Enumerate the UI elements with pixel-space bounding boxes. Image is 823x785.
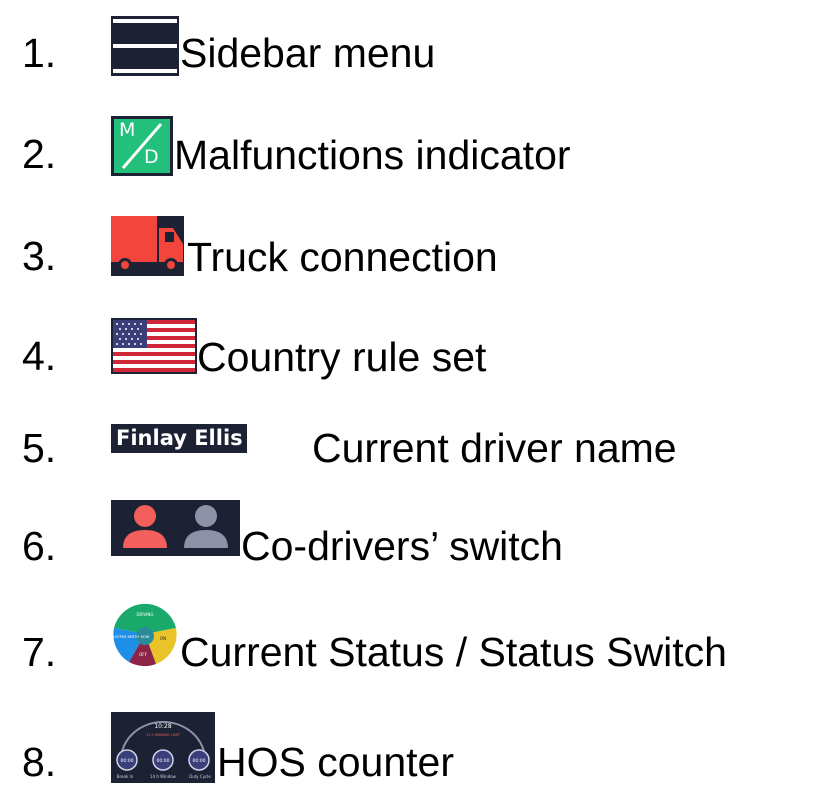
legend-item-malfunctions	[0, 110, 823, 190]
item-number: 4.	[22, 333, 57, 379]
legend-item-co-drivers	[0, 494, 823, 574]
truck-icon	[111, 216, 184, 276]
hos-counter-value: 00:00	[156, 759, 170, 764]
hamburger-menu-icon	[111, 16, 179, 76]
item-label: Co-drivers’ switch	[241, 523, 563, 569]
status-wheel-icon	[111, 600, 179, 668]
item-label: Sidebar menu	[180, 30, 436, 76]
hos-counter-icon	[111, 712, 215, 783]
item-label: Malfunctions indicator	[174, 132, 571, 178]
item-label: HOS counter	[217, 739, 454, 785]
legend-item-truck-connection	[0, 212, 823, 292]
status-row-label: ROW	[140, 635, 150, 639]
item-number: 7.	[22, 629, 57, 675]
item-number: 2.	[22, 131, 57, 177]
malfunction-letter-d: D	[144, 146, 159, 168]
item-label: Country rule set	[197, 334, 487, 380]
malfunction-letter-m: M	[119, 119, 136, 141]
hos-time: 10:28	[154, 723, 172, 730]
legend-item-driver-name	[0, 412, 823, 492]
hos-counter-label: 14 h Window	[150, 774, 176, 779]
legend-item-sidebar-menu	[0, 10, 823, 90]
item-label: Current Status / Status Switch	[180, 629, 727, 675]
item-label: Truck connection	[187, 234, 498, 280]
status-driving-label: DRIVING	[136, 612, 154, 617]
status-on-label: ON	[159, 636, 167, 641]
item-label: Current driver name	[312, 425, 677, 471]
hos-counter-label: Duty Cycle	[189, 774, 211, 779]
item-number: 6.	[22, 523, 57, 569]
co-drivers-icon	[111, 500, 240, 556]
item-number: 8.	[22, 739, 57, 785]
hos-driving-limit: 11 h DRIVING LIMIT	[145, 733, 181, 737]
status-off-label: OFF	[139, 652, 147, 657]
legend-item-country-rule-set	[0, 312, 823, 392]
item-number: 3.	[22, 233, 57, 279]
legend-item-hos-counter	[0, 700, 823, 783]
status-sleeper-label: SLEEPER BERTH	[111, 635, 140, 639]
legend-item-status	[0, 594, 823, 674]
item-number: 5.	[22, 425, 57, 471]
us-flag-icon	[111, 318, 197, 374]
hos-counter-value: 00:00	[192, 759, 206, 764]
malfunction-md-icon	[111, 116, 173, 176]
hos-counter-label: Break In	[116, 774, 134, 779]
driver-name-badge: Finlay Ellis	[111, 424, 247, 453]
item-number: 1.	[22, 30, 57, 76]
hos-counter-value: 00:00	[120, 759, 134, 764]
